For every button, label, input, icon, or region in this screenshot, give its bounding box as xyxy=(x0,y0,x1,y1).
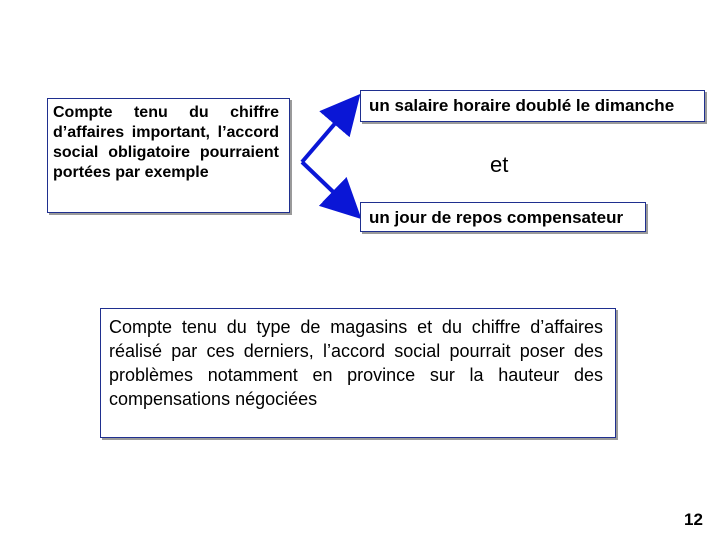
left-condition-box xyxy=(47,98,290,213)
bottom-right-outcome-text: un jour de repos compensateur xyxy=(369,208,624,227)
connector-word: et xyxy=(490,152,509,177)
page-number: 12 xyxy=(684,510,703,529)
left-condition-text: Compte tenu du chiffre d’affaires important, l’accord social obligatoire pourraient portées par exemple xyxy=(53,104,279,181)
arrow-to-bottom-right xyxy=(302,162,350,208)
top-right-outcome-box xyxy=(360,90,705,122)
bottom-note-box xyxy=(100,308,616,438)
bottom-note-text: Compte tenu du type de magasins et du chiffre d’affaires réalisé par ces derniers, l’accord social pourrait poser des problèmes notamment en province sur la hauteur des compensations négociées xyxy=(109,317,603,409)
arrow-to-top-right xyxy=(302,106,350,162)
bottom-right-outcome-box xyxy=(360,202,646,232)
top-right-outcome-text: un salaire horaire doublé le dimanche xyxy=(369,96,675,115)
